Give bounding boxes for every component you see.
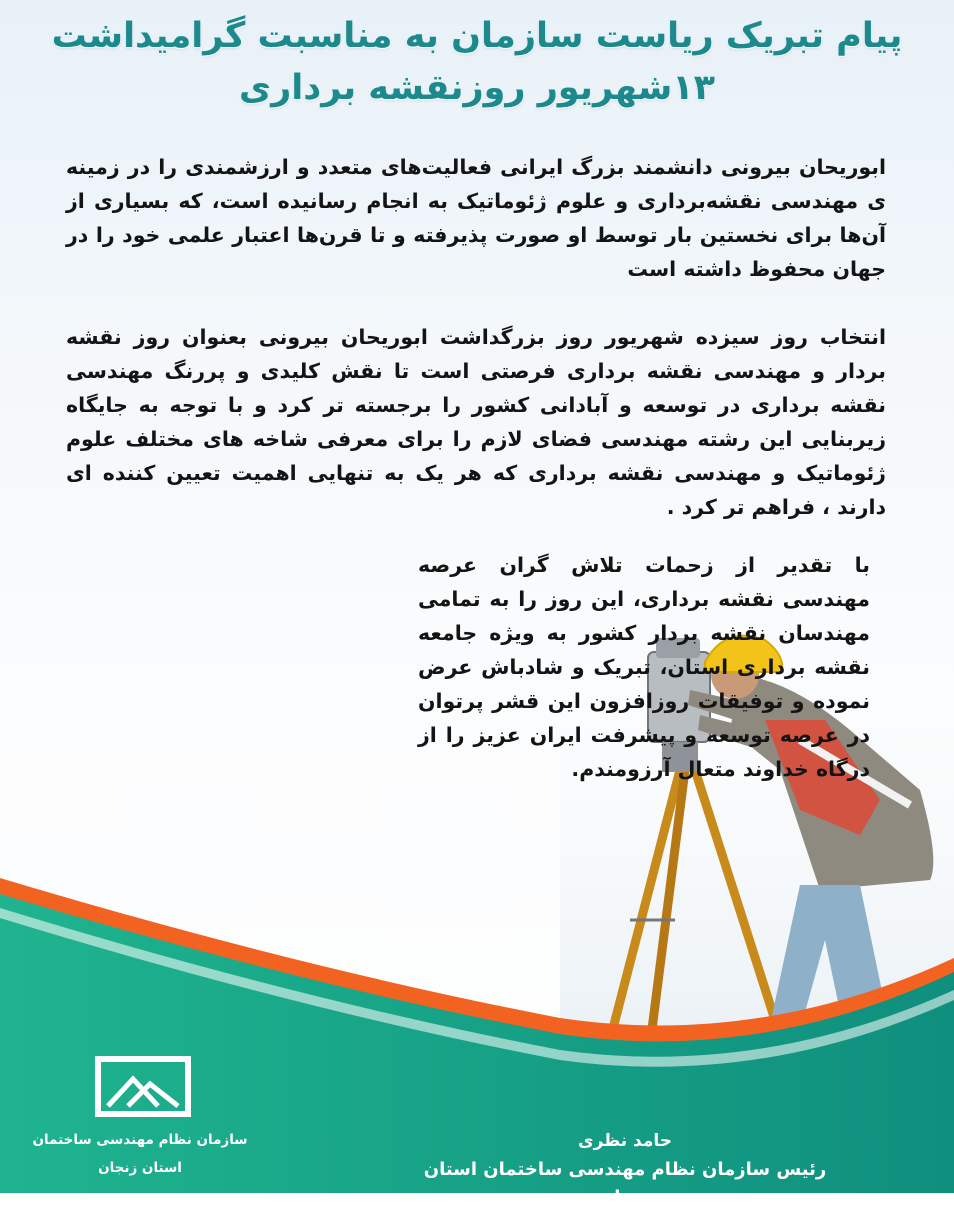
org-province: استان زنجان: [98, 1160, 182, 1176]
signer-name: حامد نظری: [578, 1131, 672, 1151]
paragraph-3: با تقدیر از زحمات تلاش گران عرصه مهندسی نقشه برداری، این روز را به تمامی مهندسان نقشه بردار کشور به ویژه جامعه نقشه برداری استان، تبریک و شادباش عرض نموده و توفیقات روزافزون این قشر پرتوان در عرصه توسعه و پیشرفت ایران عزیز را از درگاه خداوند متعال آرزومندم.: [418, 553, 870, 781]
house-roof-logo-icon: [88, 1044, 198, 1124]
signer-title: رئیس سازمان نظام مهندسی ساختمان استان زنجان: [423, 1159, 827, 1208]
paragraph-1: ابوریحان بیرونی دانشمند بزرگ ایرانی فعالیت‌های متعدد و ارزشمندی را در زمینه ی مهندسی نقشه‌برداری و علوم ژئوماتیک به انجام رسانیده است، که بسیاری از آن‌ها برای نخستین بار توسط او صورت پذیرفته و تا قرن‌ها اعتبار علمی خود را در جهان محفوظ داشته است: [66, 155, 886, 281]
org-name: سازمان نظام مهندسی ساختمان: [32, 1132, 248, 1148]
title-line-1: پیام تبریک ریاست سازمان به مناسبت گرامیداشت: [51, 16, 903, 56]
page-title: [40, 10, 914, 114]
paragraph-2: انتخاب روز سیزده شهریور روز بزرگداشت ابوریحان بیرونی بعنوان روز نقشه بردار و مهندسی نقشه برداری فرصتی است تا نقش کلیدی و پررنگ مهندسی نقشه برداری در توسعه و آبادانی کشور را برجسته تر کرد و با توجه به جایگاه زیربنایی این رشته مهندسی فضای لازم را برای معرفی شاخه های مختلف علوم ژئوماتیک و مهندسی نقشه برداری که هر یک به تنهایی اهمیت تعیین کننده ای دارند ، فراهم تر کرد .: [66, 325, 886, 519]
title-line-2: ۱۳شهریور روزنقشه برداری: [239, 68, 715, 108]
